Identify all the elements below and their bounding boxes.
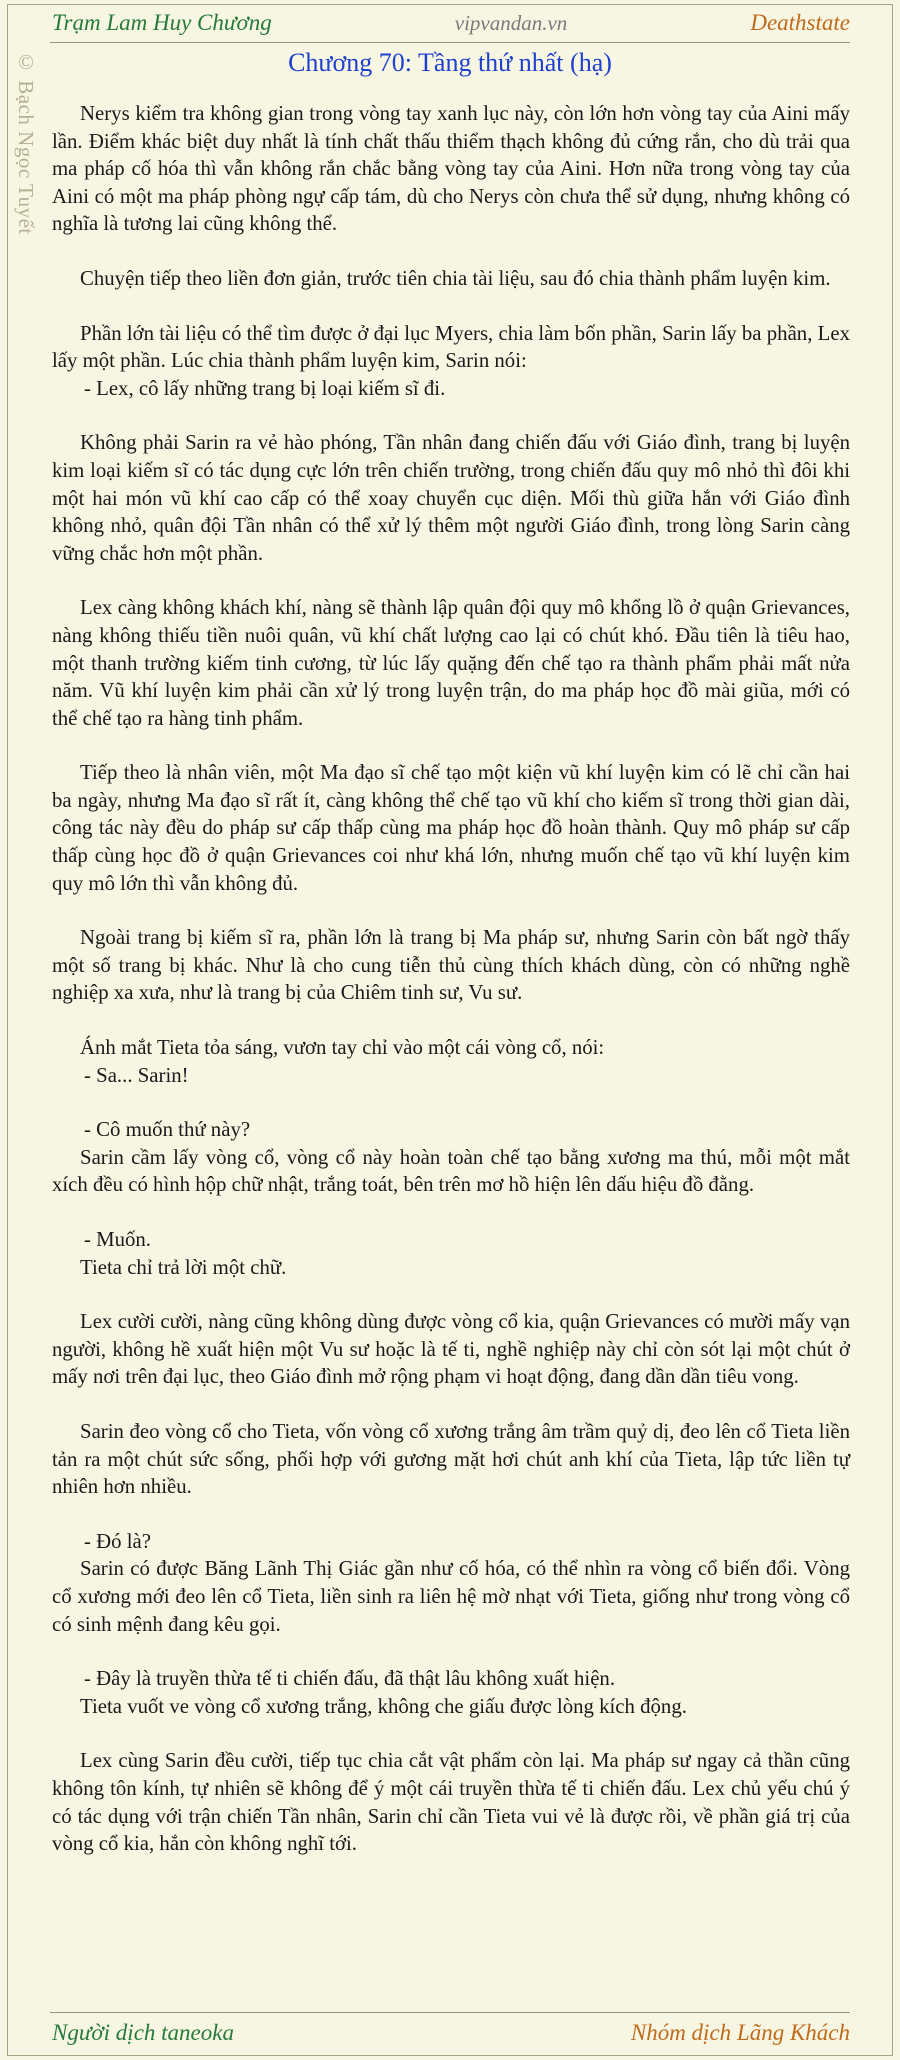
footer-divider (50, 2012, 850, 2013)
paragraph: Ánh mắt Tieta tỏa sáng, vươn tay chỉ vào một cái vòng cổ, nói: (80, 1036, 605, 1060)
author-name: Deathstate (750, 10, 850, 35)
copyright-watermark: © Bạch Ngọc Tuyết (14, 50, 38, 235)
paragraph: Lex cùng Sarin đều cười, tiếp tục chia cắt vật phẩm còn lại. Ma pháp sư ngay cả thần cũng không tôn kính, tự nhiên sẽ không để ý một cái truyền thừa tế ti chiến đấu. Lex chủ yếu chú ý có tác dụng với trận chiến Tần nhân, Sarin chỉ cần Tieta vui vẻ là được rồi, về phần giá trị của vòng cổ kia, hắn còn không nghĩ tới. (52, 1749, 850, 1856)
paragraph: Chuyện tiếp theo liền đơn giản, trước tiên chia tài liệu, sau đó chia thành phẩm luyện kim. (80, 266, 831, 290)
paragraph: Tiếp theo là nhân viên, một Ma đạo sĩ chế tạo một kiện vũ khí luyện kim có lẽ chỉ cần hai ba ngày, nhưng Ma đạo sĩ rất ít, càng không thể chế tạo vũ khí cho kiếm sĩ trong thời gian dài, công tác này đều do pháp sư cấp thấp cùng ma pháp học đồ hoàn thành. Quy mô pháp sư cấp thấp cùng học đồ ở quận Grievances coi như khá lớn, nhưng muốn chế tạo vũ khí luyện kim quy mô lớn thì vẫn không đủ. (52, 761, 850, 895)
chapter-body (52, 100, 850, 1885)
paragraph: Ngoài trang bị kiếm sĩ ra, phần lớn là trang bị Ma pháp sư, nhưng Sarin còn bất ngờ thấy một số trang bị khác. Như là cho cung tiễn thủ cùng thích khách dùng, còn có những nghề nghiệp xa xưa, như là trang bị của Chiêm tinh sư, Vu sư. (52, 926, 850, 1005)
paragraph: Tieta chỉ trả lời một chữ. (80, 1255, 287, 1279)
paragraph: Không phải Sarin ra vẻ hào phóng, Tần nhân đang chiến đấu với Giáo đình, trang bị luyện kim loại kiếm sĩ có tác dụng cực lớn trên chiến trường, trong chiến đấu quy mô nhỏ thì đôi khi một hai món vũ khí cao cấp có thể xoay chuyển cục diện. Mối thù giữa hắn với Giáo đình không nhỏ, quân đội Tần nhân có thể xử lý thêm một người Giáo đình, trong lòng Sarin càng vững chắc hơn một phần. (52, 431, 850, 565)
dialogue-line: - Sa... Sarin! (84, 1063, 189, 1087)
dialogue-line: - Đó là? (84, 1529, 151, 1553)
dialogue-line: - Lex, cô lấy những trang bị loại kiếm sĩ đi. (84, 376, 446, 400)
paragraph: Tieta vuốt ve vòng cổ xương trắng, không che giấu được lòng kích động. (80, 1694, 687, 1718)
paragraph: Sarin cầm lấy vòng cổ, vòng cổ này hoàn toàn chế tạo bằng xương ma thú, mỗi một mắt xích đều có hình hộp chữ nhật, trắng toát, bên trên mơ hồ hiện lên dấu hiệu đồ đằng. (52, 1145, 850, 1197)
paragraph: Lex càng không khách khí, nàng sẽ thành lập quân đội quy mô khổng lồ ở quận Grievances, nàng không thiếu tiền nuôi quân, vũ khí chất lượng cao lại có chút khó. Đầu tiên là tiêu hao, một thanh trường kiếm tinh cương, từ lúc lấy quặng đến chế tạo ra thành phẩm phải mất nửa năm. Vũ khí luyện kim phải cần xử lý trong luyện trận, do ma pháp học đồ mài giũa, mới có thể chế tạo ra hàng tinh phẩm. (52, 596, 850, 730)
book-title: Trạm Lam Huy Chương (52, 10, 272, 35)
paragraph: Sarin đeo vòng cổ cho Tieta, vốn vòng cổ xương trắng âm trầm quỷ dị, đeo lên cổ Tieta liền tản ra một chút sức sống, phối hợp với gương mặt hơi chút anh khí của Tieta, lập tức liền tự nhiên hơn nhiều. (52, 1419, 850, 1499)
paragraph: Nerys kiểm tra không gian trong vòng tay xanh lục này, còn lớn hơn vòng tay của Aini mấy lần. Điểm khác biệt duy nhất là tính chất thấu thiểm thạch không đủ cứng rắn, cho dù trải qua ma pháp cố hóa thì vẫn không rắn chắc bằng vòng tay của Aini. Hơn nữa trong vòng tay của Aini có một ma pháp phòng ngự cấp tám, dù cho Nerys còn chưa thể sử dụng, nhưng không có nghĩa là tương lai cũng không thể. (52, 102, 850, 236)
dialogue-line: - Đây là truyền thừa tế ti chiến đấu, đã thật lâu không xuất hiện. (84, 1667, 616, 1691)
dialogue-line: - Cô muốn thứ này? (84, 1118, 251, 1142)
paragraph: Phần lớn tài liệu có thể tìm được ở đại lục Myers, chia làm bốn phần, Sarin lấy ba phần, Lex lấy một phần. Lúc chia thành phẩm luyện kim, Sarin nói: (52, 321, 850, 373)
translator-credit: Người dịch taneoka (52, 2020, 234, 2045)
paragraph: Lex cười cười, nàng cũng không dùng được vòng cổ kia, quận Grievances có mười mấy vạn người, không hề xuất hiện một Vu sư hoặc là tế ti, nghề nghiệp này chỉ còn sót lại một chút ở mấy nơi trên đại lục, theo Giáo đình mở rộng phạm vi hoạt động, đang dần dần tiêu vong. (52, 1310, 850, 1389)
dialogue-line: - Muốn. (84, 1228, 152, 1251)
site-name[interactable]: vipvandan.vn (454, 10, 568, 35)
header-divider (50, 42, 850, 43)
group-credit: Nhóm dịch Lãng Khách (630, 2020, 850, 2045)
paragraph: Sarin có được Băng Lãnh Thị Giác gần như cố hóa, có thể nhìn ra vòng cổ biến đổi. Vòng cổ xương mới đeo lên cổ Tieta, liền sinh ra liên hệ mờ nhạt với Tieta, giống như trong vòng cổ có sinh mệnh đang kêu gọi. (52, 1557, 850, 1636)
page-footer (52, 2016, 850, 2050)
chapter-title: Chương 70: Tầng thứ nhất (hạ) (288, 48, 612, 77)
page-header (52, 6, 850, 40)
